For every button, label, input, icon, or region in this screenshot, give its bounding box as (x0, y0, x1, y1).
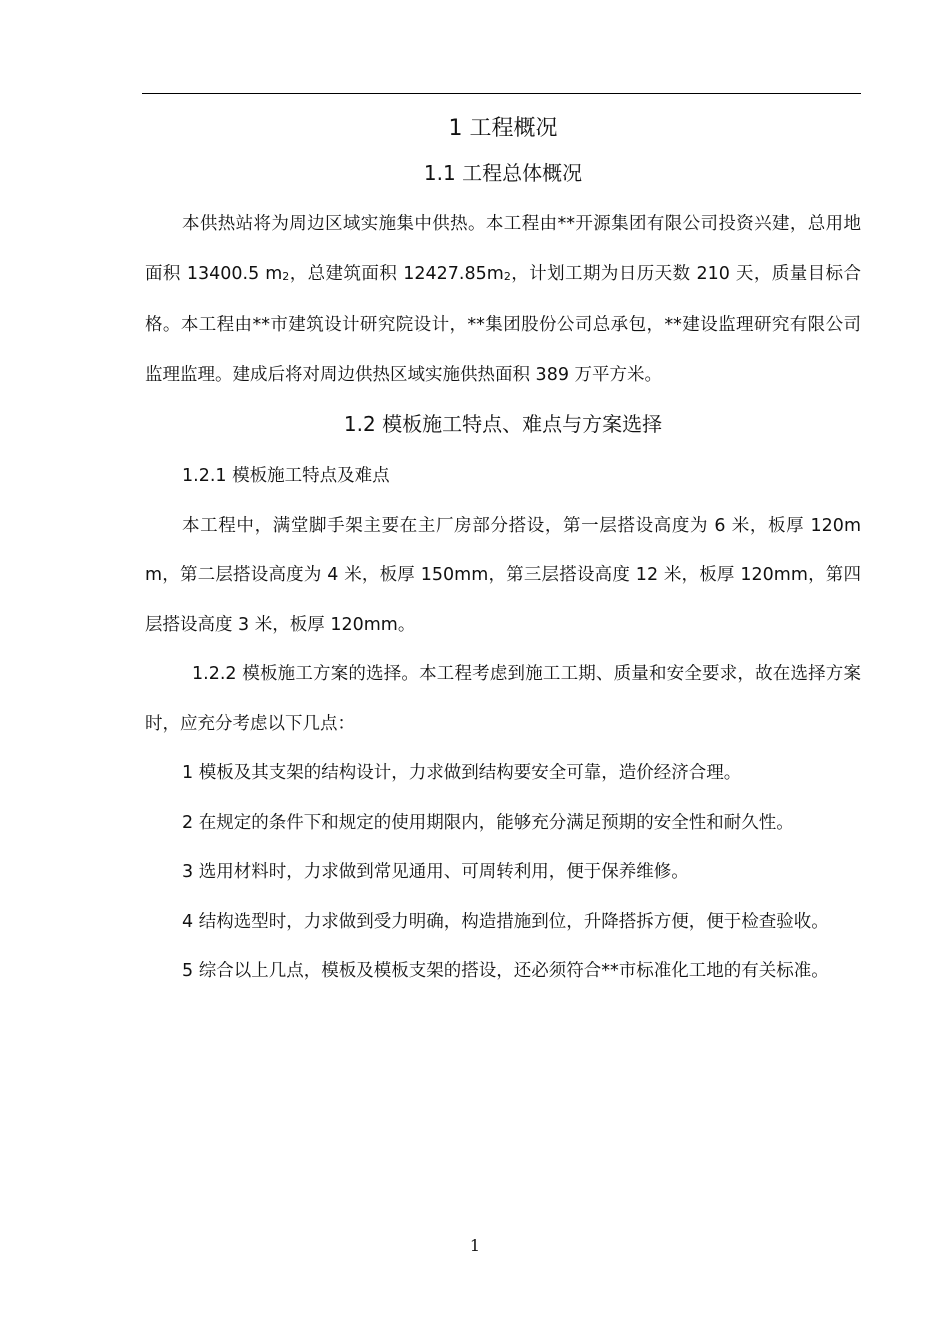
page-number: 1 (469, 1236, 481, 1255)
list-item-5: 5 综合以上几点，模板及模板支架的搭设，还必须符合**市标准化工地的有关标准。 (182, 961, 829, 981)
subsection-title-1-2-1: 1.2.1 模板施工特点及难点 (182, 466, 390, 486)
overview-sub-1: 2 (282, 269, 290, 283)
list-item-2: 2 在规定的条件下和规定的使用期限内，能够充分满足预期的安全性和耐久性。 (182, 812, 794, 833)
section-title-1-1: 1.1 工程总体概况 (423, 161, 583, 185)
header-rule (142, 93, 861, 94)
overview-text-2: ，总建筑面积 12427.85m (289, 263, 504, 284)
overview-text-1: 本供热站将为周边区域实施集中供热。本工程由**开源集团有限公司投资兴建，总用地面积 13400.5 m (145, 214, 861, 284)
overview-paragraph (145, 200, 861, 400)
overview-sub-2: 2 (503, 269, 511, 283)
subsection-1-2-2-paragraph: 1.2.2 模板施工方案的选择。本工程考虑到施工工期、质量和安全要求，故在选择方案时，应充分考虑以下几点： (145, 664, 861, 734)
list-item-3: 3 选用材料时，力求做到常见通用、可周转利用，便于保养维修。 (182, 862, 689, 882)
overview-text-3: ，计划工期为日历天数 210 天，质量目标合格。本工程由**市建筑设计研究院设计，**集团股份公司总承包，**建设监理研究有限公司监理监理。建成后将对周边供热区域实施供热面积 389 万平方米。 (145, 263, 861, 385)
section-title-1-2: 1.2 模板施工特点、难点与方案选择 (343, 412, 663, 436)
chapter-title: 1 工程概况 (448, 116, 558, 141)
list-item-1: 1 模板及其支架的结构设计，力求做到结构要安全可靠，造价经济合理。 (182, 763, 742, 783)
page-content (145, 108, 861, 997)
subsection-1-2-1-paragraph: 本工程中，满堂脚手架主要在主厂房部分搭设，第一层搭设高度为 6 米，板厚 120mm，第二层搭设高度为 4 米，板厚 150mm，第三层搭设高度 12 米，板厚 120mm，第四层搭设高度 3 米，板厚 120mm。 (145, 515, 861, 635)
list-item-4: 4 结构选型时，力求做到受力明确，构造措施到位，升降搭拆方便，便于检查验收。 (182, 911, 829, 932)
